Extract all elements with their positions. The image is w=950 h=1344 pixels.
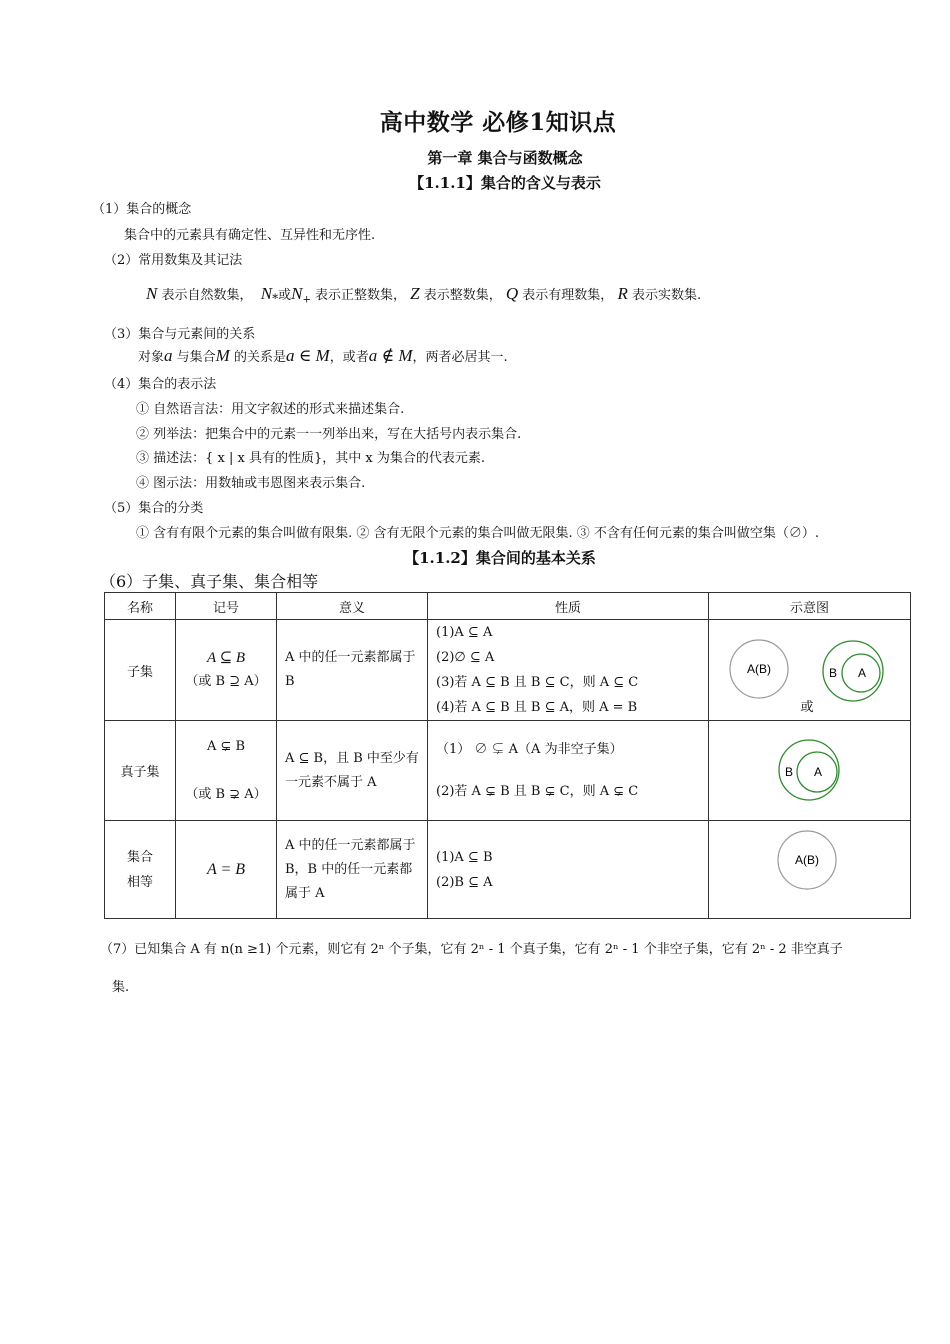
venn-label: B	[784, 764, 794, 779]
text: 与集合	[172, 350, 216, 365]
row-notation	[176, 721, 277, 821]
sym-z: Z	[410, 284, 420, 303]
venn-subset-diagram	[709, 621, 909, 719]
text: ，或者	[329, 350, 369, 365]
page-title: 高中数学 必修1知识点	[379, 109, 617, 136]
property-item: (3)若 A ⊆ B 且 B ⊆ C，则 A ⊆ C	[436, 675, 639, 690]
item2-label: （2）常用数集及其记法	[104, 253, 243, 268]
row-meaning: A ⊆ B，且 B 中至少有一元素不属于 A	[277, 721, 428, 821]
property-item: (2)若 A ⊊ B 且 B ⊊ C，则 A ⊊ C	[436, 783, 639, 799]
item7-text: （7）已知集合 A 有 n(n ≥1) 个元素，则它有 2ⁿ 个子集，它有 2ⁿ - 1 个真子集，它有 2ⁿ - 1 个非空子集，它有 2ⁿ - 2 非空真子	[100, 942, 843, 957]
sym-a: a	[164, 346, 173, 365]
item1-label: （1）集合的概念	[92, 202, 192, 217]
rel-notin: a ∉ M	[368, 346, 413, 365]
row-name	[105, 821, 176, 919]
text: 表示实数集.	[627, 288, 702, 303]
notation-line: （或 B ⊇ A）	[185, 674, 267, 689]
item5-label: （5）集合的分类	[104, 501, 204, 516]
table-row	[105, 821, 911, 919]
row-name: 子集	[105, 620, 176, 721]
property-item: (4)若 A ⊆ B 且 B ⊆ A，则 A = B	[436, 700, 638, 715]
row-meaning: A 中的任一元素都属于 B，B 中的任一元素都属于 A	[277, 821, 428, 919]
item4-label: （4）集合的表示法	[104, 377, 217, 392]
venn-label: B	[828, 666, 838, 680]
sym-q: Q	[505, 284, 519, 303]
text: 对象	[138, 350, 165, 365]
notation-line: A ⊆ B	[206, 650, 246, 666]
row-notation	[176, 620, 277, 721]
venn-label: A	[857, 666, 867, 680]
text: 或	[278, 288, 292, 303]
col-header-properties: 性质	[428, 593, 709, 620]
col-header-name: 名称	[105, 593, 176, 620]
sym-nplus: N	[291, 284, 303, 303]
venn-label: A(B)	[795, 852, 819, 867]
text: ，两者必居其一.	[412, 350, 508, 365]
text: 表示整数集，	[419, 288, 502, 303]
rel-in: a ∈ M	[285, 346, 330, 365]
table-row	[105, 620, 911, 721]
venn-label: A(B)	[747, 662, 771, 676]
row-notation	[176, 821, 277, 919]
item6-label: （6）子集、真子集、集合相等	[100, 572, 319, 591]
col-header-diagram: 示意图	[709, 593, 911, 620]
item3-label: （3）集合与元素间的关系	[104, 327, 256, 342]
item7-cont: 集.	[112, 980, 130, 995]
name-line: 相等	[126, 874, 153, 890]
text: 表示有理数集，	[518, 288, 614, 303]
col-header-notation: 记号	[176, 593, 277, 620]
row-diagram	[709, 721, 911, 821]
method-1: ① 自然语言法：用文字叙述的形式来描述集合.	[136, 402, 405, 417]
property-item: (2)B ⊆ A	[436, 874, 493, 890]
notation-line: A = B	[206, 860, 246, 878]
venn-equal-diagram	[709, 822, 909, 918]
text: 表示自然数集，	[157, 288, 253, 303]
venn-proper-subset-diagram	[709, 722, 909, 820]
table-header-row	[105, 593, 911, 620]
property-item: (2)∅ ⊆ A	[436, 650, 495, 665]
property-item: （1） ∅ ⊊ A（A 为非空子集）	[436, 741, 623, 757]
item5-text: ① 含有有限个元素的集合叫做有限集. ② 含有无限个元素的集合叫做无限集. ③ 不含有任何元素的集合叫做空集（∅）.	[136, 526, 820, 541]
plus-sub: +	[302, 294, 311, 306]
row-diagram	[709, 620, 911, 721]
table-row	[105, 721, 911, 821]
section-heading-112: 【1.1.2】集合间的基本关系	[404, 549, 596, 567]
sym-nstar: N	[260, 284, 273, 303]
item2-text	[146, 284, 701, 306]
sym-n: N	[146, 284, 158, 303]
property-item: (1)A ⊆ A	[436, 625, 493, 640]
notation-line: （或 B ⊋ A）	[185, 786, 267, 802]
chapter-heading: 第一章 集合与函数概念	[427, 149, 583, 167]
text: 表示正整数集，	[310, 288, 406, 303]
row-properties	[428, 721, 709, 821]
item1-text: 集合中的元素具有确定性、互异性和无序性.	[124, 228, 376, 243]
col-header-meaning: 意义	[277, 593, 428, 620]
notation-line: A ⊊ B	[206, 738, 246, 754]
text: 的关系是	[229, 350, 286, 365]
row-diagram	[709, 821, 911, 919]
row-properties	[428, 620, 709, 721]
name-line: 集合	[126, 849, 153, 865]
row-properties	[428, 821, 709, 919]
row-meaning: A 中的任一元素都属于 B	[277, 620, 428, 721]
sym-r: R	[617, 284, 628, 303]
method-2: ② 列举法：把集合中的元素一一列举出来，写在大括号内表示集合.	[136, 427, 522, 442]
property-item: (1)A ⊆ B	[436, 849, 493, 865]
sym-m: M	[215, 346, 230, 365]
section-heading-111: 【1.1.1】集合的含义与表示	[409, 174, 601, 192]
item3-text	[138, 346, 508, 366]
method-4: ④ 图示法：用数轴或韦恩图来表示集合.	[136, 476, 366, 491]
star-sub: *	[272, 291, 279, 306]
set-relations-table	[104, 592, 911, 919]
diagram-or: 或	[800, 700, 814, 715]
method-3: ③ 描述法：{ x | x 具有的性质}，其中 x 为集合的代表元素.	[136, 451, 485, 466]
venn-label: A	[813, 764, 823, 779]
row-name: 真子集	[105, 721, 176, 821]
